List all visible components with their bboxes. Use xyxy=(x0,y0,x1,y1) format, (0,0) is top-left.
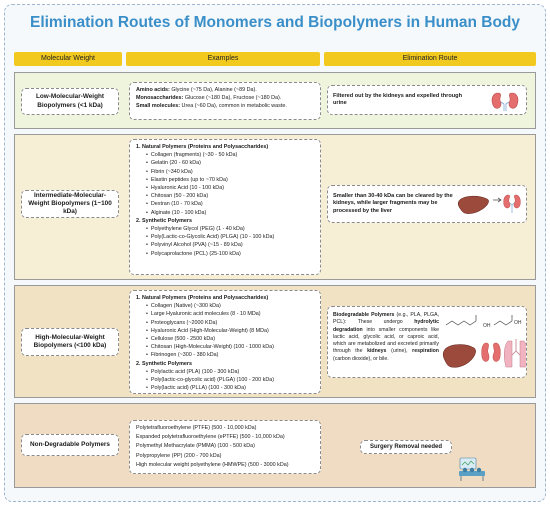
list-item: • Polylactic acid (PLA) (100 - 300 kDa) xyxy=(146,368,314,376)
section-synthetic-polymers: 2. Synthetic Polymers xyxy=(136,360,193,367)
list-item: High molecular weight polyethylene (HMWPE) (500 - 3000 kDa) xyxy=(136,461,289,468)
molecule-icon xyxy=(444,311,524,335)
row-intermediate-molecular-weight xyxy=(14,134,536,280)
list-item: • Dextran (10 - 70 kDa) xyxy=(146,200,314,208)
list-item: • Fibrinogen (~300 - 380 kDa) xyxy=(146,351,314,359)
list-item: • Polyethylene Glycol (PEG) (1 - 40 kDa) xyxy=(146,225,314,233)
kidney-icon xyxy=(490,90,520,112)
list-item: • Polycaprolactone (PCL) (25-100 kDa) xyxy=(146,250,314,258)
row-non-degradable xyxy=(14,403,536,488)
list-item: • Alginate (10 - 100 kDa) xyxy=(146,209,314,217)
examples-non-degradable xyxy=(129,420,321,474)
route-low xyxy=(327,85,527,115)
list-item: • Poly(lactic acid) (PLLA) (100 - 300 kDa) xyxy=(146,384,314,392)
row-high-molecular-weight xyxy=(14,285,536,398)
header-examples: Examples xyxy=(126,52,320,66)
list-item: • Chitosan (50 - 200 kDa) xyxy=(146,192,314,200)
list-item: • Cellulose (500 - 2500 kDa) xyxy=(146,335,314,343)
list-item: • Collagen (Native) (~300 kDa) xyxy=(146,302,314,310)
molecule-label: OH xyxy=(483,323,491,329)
organs-icon xyxy=(442,337,526,375)
list-synthetic-intermediate xyxy=(136,225,314,258)
list-item: • Hyaluronic Acid (High-Molecular-Weight) (8 MDa) xyxy=(146,327,314,335)
diagram-title: Elimination Routes of Monomers and Biopolymers in Human Body xyxy=(29,14,520,31)
list-natural-intermediate xyxy=(136,151,314,217)
route-intermediate-text: Smaller than 30-40 kDa can be cleared by the kidneys, while larger fragments may be processed by the liver xyxy=(333,192,453,214)
header-elimination-route: Elimination Route xyxy=(324,52,536,66)
route-low-text: Filtered out by the kidneys and expelled through urine xyxy=(333,92,462,106)
route-intermediate xyxy=(327,185,527,223)
category-intermediate: Intermediate-Molecular-Weight Biopolymers (1~100 kDa) xyxy=(21,190,119,218)
list-item: • Poly(Lactic-co-Glycolic Acid) (PLGA) (10 - 100 kDa) xyxy=(146,233,314,241)
list-item: • Poly(lactic-co-glycolic acid) (PLGA) (100 - 200 kDa) xyxy=(146,376,314,384)
category-low: Low-Molecular-Weight Biopolymers (<1 kDa) xyxy=(21,88,119,115)
header-molecular-weight: Molecular Weight xyxy=(14,52,122,66)
section-natural-polymers: 1. Natural Polymers (Proteins and Polysaccharides) xyxy=(136,144,269,150)
list-item: • Hyaluronic Acid (10 - 100 kDa) xyxy=(146,184,314,192)
category-non-degradable: Non-Degradable Polymers xyxy=(21,434,119,456)
example-small-molecules: Small molecules: Urea (~60 Da), common in metabolic waste. xyxy=(136,103,287,110)
list-item: • Polyvinyl Alcohol (PVA) (~15 - 89 kDa) xyxy=(146,241,314,249)
section-synthetic-polymers: 2. Synthetic Polymers xyxy=(136,217,193,224)
list-item: • Chitosan (High-Molecular-Weight) (100 - 1000 kDa) xyxy=(146,343,314,351)
examples-high xyxy=(129,290,321,394)
list-item: • Elastin peptides (up to ~70 kDa) xyxy=(146,176,314,184)
list-item: Expanded polytetrafluoroethylene (ePTFE) (500 - 10,000 kDa) xyxy=(136,434,285,441)
example-amino-acids: Amino acids: Glycine (~75 Da), Alanine (~89 Da). xyxy=(136,87,257,93)
examples-intermediate xyxy=(129,139,321,275)
list-item: Polytetrafluoroethylene (PTFE) (500 - 10,000 kDa) xyxy=(136,425,257,431)
molecule-label: OH xyxy=(514,320,522,326)
route-high-text: Biodegradable Polymers (e.g., PLA, PLGA, PCL): These undergo hydrolytic degradation into smaller components like lactic acid, glycolic acid, or caproic acid, which are metabolized and excreted primarily through the kidneys (urine), respiration (carbon dioxide), or bile. xyxy=(333,312,439,362)
section-natural-polymers: 1. Natural Polymers (Proteins and Polysaccharides) xyxy=(136,295,269,301)
list-natural-high xyxy=(136,302,314,359)
route-high xyxy=(327,306,527,378)
list-item: • Large Hyaluronic acid molecules (8 - 10 MDa) xyxy=(146,310,314,318)
surgery-icon xyxy=(457,456,487,482)
list-item: • Collagen (fragments) (~30 - 50 kDa) xyxy=(146,151,314,159)
route-non-degradable: Surgery Removal needed xyxy=(360,440,452,454)
examples-low xyxy=(129,82,321,120)
liver-kidney-icon xyxy=(457,191,521,219)
category-high: High-Molecular-Weight Biopolymers (<100 kDa) xyxy=(21,328,119,356)
row-low-molecular-weight xyxy=(14,72,536,129)
example-monosaccharides: Monosaccharides: Glucose (~180 Da), Fructose (~180 Da). xyxy=(136,95,282,102)
list-item: Polymethyl Methacrylate (PMMA) (100 - 500 kDa) xyxy=(136,443,255,450)
list-synthetic-high xyxy=(136,368,314,393)
list-item: • Proteoglycans (~2000 KDa) xyxy=(146,319,314,327)
list-item: Polypropylene (PP) (200 - 700 kDa) xyxy=(136,452,222,459)
list-item: • Fibrin (~340 kDa) xyxy=(146,168,314,176)
list-item: • Gelatin (20 - 60 kDa) xyxy=(146,159,314,167)
